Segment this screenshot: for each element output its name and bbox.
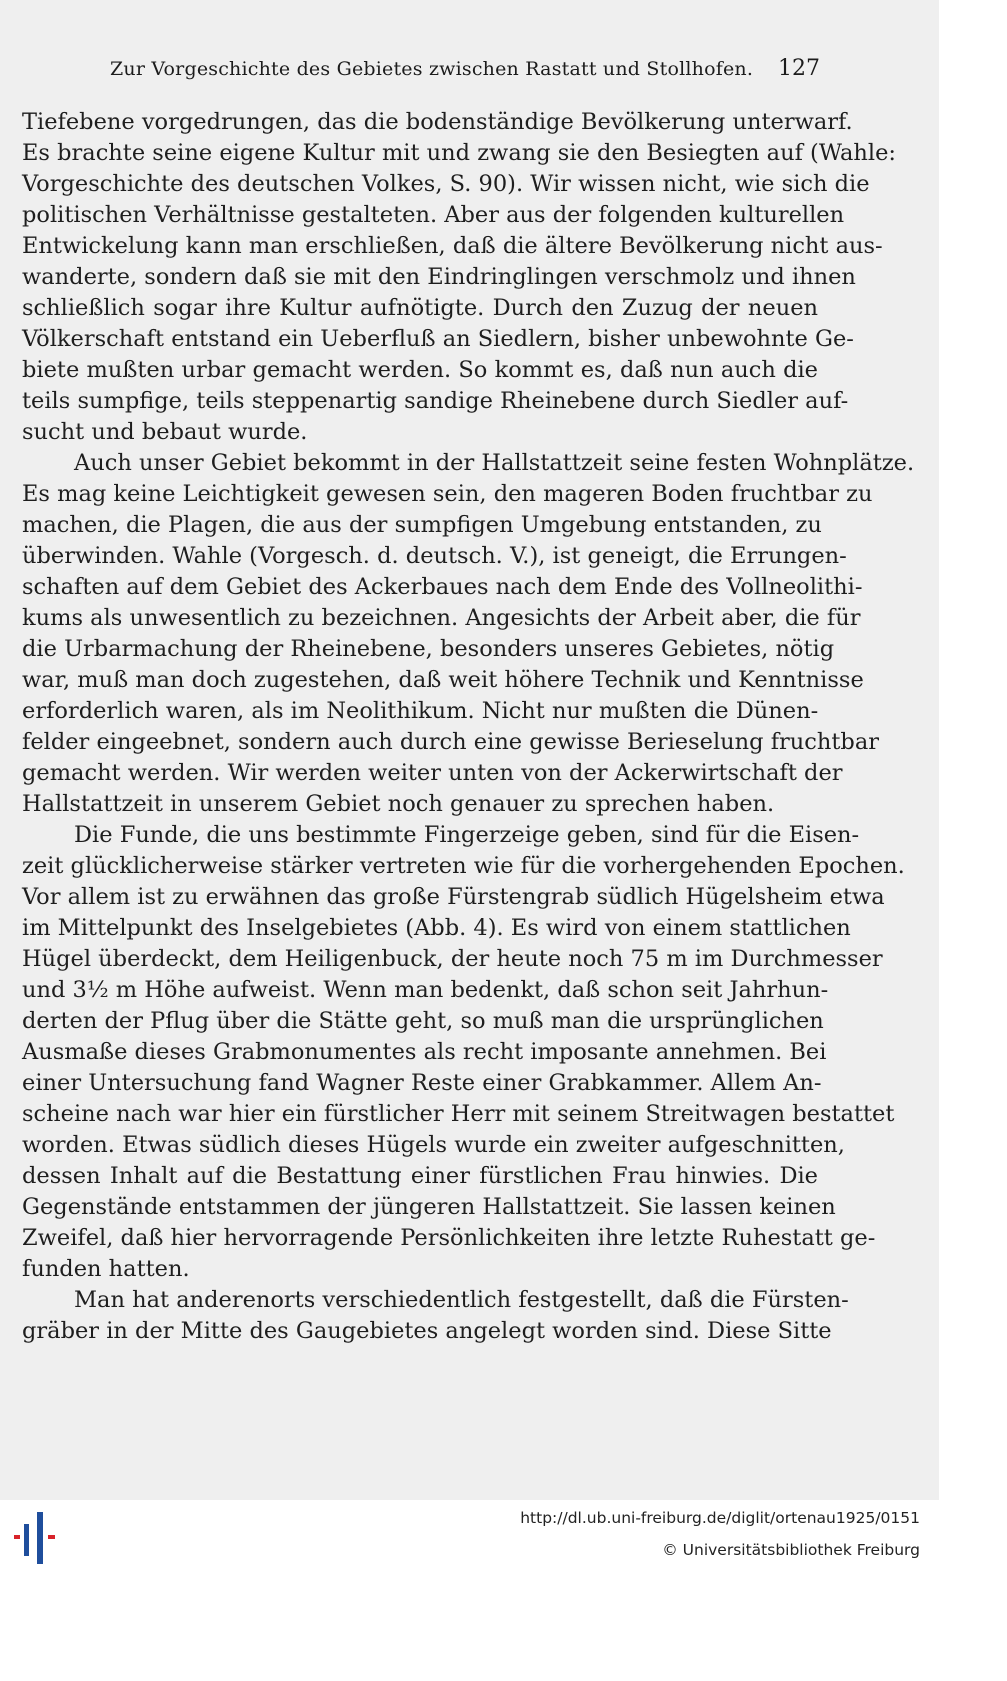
text-line: funden hatten. — [22, 1256, 190, 1282]
logo-red-dash-left — [14, 1535, 20, 1539]
text-line: einer Untersuchung fand Wagner Reste einer Grabkammer. Allem An- — [22, 1070, 822, 1096]
text-line: kums als unwesentlich zu bezeichnen. Angesichts der Arbeit aber, die für — [22, 605, 861, 631]
logo-red-dash-right — [48, 1535, 55, 1539]
text-line: biete mußten urbar gemacht werden. So kommt es, daß nun auch die — [22, 357, 818, 383]
paragraph — [22, 448, 915, 820]
text-line: derten der Pflug über die Stätte geht, so muß man die ursprünglichen — [22, 1008, 824, 1034]
text-line: teils sumpfige, teils steppenartig sandige Rheinebene durch Siedler auf- — [22, 388, 849, 414]
viewer-footer — [0, 1500, 939, 1681]
page-number: 127 — [778, 56, 820, 81]
logo-blue-bar-middle — [37, 1512, 43, 1564]
text-line: Hügel überdeckt, dem Heiligenbuck, der heute noch 75 m im Durchmesser — [22, 946, 883, 972]
paragraph — [22, 107, 896, 448]
text-line: die Urbarmachung der Rheinebene, besonders unseres Gebietes, nötig — [22, 636, 835, 662]
text-line: schaften auf dem Gebiet des Ackerbaues nach dem Ende des Vollneolithi- — [22, 574, 863, 600]
text-line: felder eingeebnet, sondern auch durch eine gewisse Berieselung fruchtbar — [22, 729, 879, 755]
text-line: zeit glücklicherweise stärker vertreten wie für die vorhergehenden Epochen. — [22, 853, 905, 879]
text-line: scheine nach war hier ein fürstlicher Herr mit seinem Streitwagen bestattet — [22, 1101, 895, 1127]
text-line: schließlich sogar ihre Kultur aufnötigte. Durch den Zuzug der neuen — [22, 295, 818, 321]
text-line: dessen Inhalt auf die Bestattung einer fürstlichen Frau hinwies. Die — [22, 1163, 818, 1189]
text-line: Man hat anderenorts verschiedentlich festgestellt, daß die Fürsten- — [74, 1287, 849, 1313]
text-line: Tiefebene vorgedrungen, das die bodenständige Bevölkerung unterwarf. — [22, 109, 853, 135]
text-line: sucht und bebaut wurde. — [22, 419, 308, 445]
text-line: Völkerschaft entstand ein Ueberfluß an Siedlern, bisher unbewohnte Ge- — [22, 326, 854, 352]
footer-url[interactable]: http://dl.ub.uni-freiburg.de/diglit/ortenau1925/0151 — [520, 1509, 920, 1527]
text-line: Gegenstände entstammen der jüngeren Hallstattzeit. Sie lassen keinen — [22, 1194, 836, 1220]
logo-blue-bar-left — [24, 1524, 29, 1556]
text-line: Vorgeschichte des deutschen Volkes, S. 90). Wir wissen nicht, wie sich die — [22, 171, 870, 197]
text-line: Auch unser Gebiet bekommt in der Hallstattzeit seine festen Wohnplätze. — [74, 450, 915, 476]
text-line: erforderlich waren, als im Neolithikum. Nicht nur mußten die Dünen- — [22, 698, 819, 724]
text-line: Entwickelung kann man erschließen, daß die ältere Bevölkerung nicht aus- — [22, 233, 883, 259]
text-line: Es mag keine Leichtigkeit gewesen sein, den mageren Boden fruchtbar zu — [22, 481, 873, 507]
text-line: überwinden. Wahle (Vorgesch. d. deutsch. V.), ist geneigt, die Errungen- — [22, 543, 847, 569]
text-line: Zweifel, daß hier hervorragende Persönlichkeiten ihre letzte Ruhestatt ge- — [22, 1225, 876, 1251]
footer-copyright: © Universitätsbibliothek Freiburg — [662, 1541, 920, 1559]
text-line: politischen Verhältnisse gestalteten. Aber aus der folgenden kulturellen — [22, 202, 845, 228]
text-line: und 3½ m Höhe aufweist. Wenn man bedenkt, daß schon seit Jahrhun- — [22, 977, 829, 1003]
paragraph — [22, 1285, 849, 1347]
library-logo-icon — [14, 1510, 64, 1564]
text-line: Die Funde, die uns bestimmte Fingerzeige geben, sind für die Eisen- — [74, 822, 860, 848]
body-text — [22, 107, 915, 1347]
text-line: gemacht werden. Wir werden weiter unten von der Ackerwirtschaft der — [22, 760, 843, 786]
text-line: machen, die Plagen, die aus der sumpfigen Umgebung entstanden, zu — [22, 512, 822, 538]
text-line: worden. Etwas südlich dieses Hügels wurde ein zweiter aufgeschnitten, — [22, 1132, 845, 1158]
text-line: gräber in der Mitte des Gaugebietes angelegt worden sind. Diese Sitte — [22, 1318, 832, 1344]
text-line: Ausmaße dieses Grabmonumentes als recht imposante annehmen. Bei — [22, 1039, 827, 1065]
paragraph — [22, 820, 905, 1285]
text-line: Hallstattzeit in unserem Gebiet noch genauer zu sprechen haben. — [22, 791, 775, 817]
text-line: im Mittelpunkt des Inselgebietes (Abb. 4). Es wird von einem stattlichen — [22, 915, 851, 941]
running-header: Zur Vorgeschichte des Gebietes zwischen Rastatt und Stollhofen. — [110, 58, 754, 80]
text-line: wanderte, sondern daß sie mit den Eindringlingen verschmolz und ihnen — [22, 264, 856, 290]
text-line: Es brachte seine eigene Kultur mit und zwang sie den Besiegten auf (Wahle: — [22, 140, 896, 166]
text-line: Vor allem ist zu erwähnen das große Fürstengrab südlich Hügelsheim etwa — [22, 884, 885, 910]
text-line: war, muß man doch zugestehen, daß weit höhere Technik und Kenntnisse — [22, 667, 864, 693]
